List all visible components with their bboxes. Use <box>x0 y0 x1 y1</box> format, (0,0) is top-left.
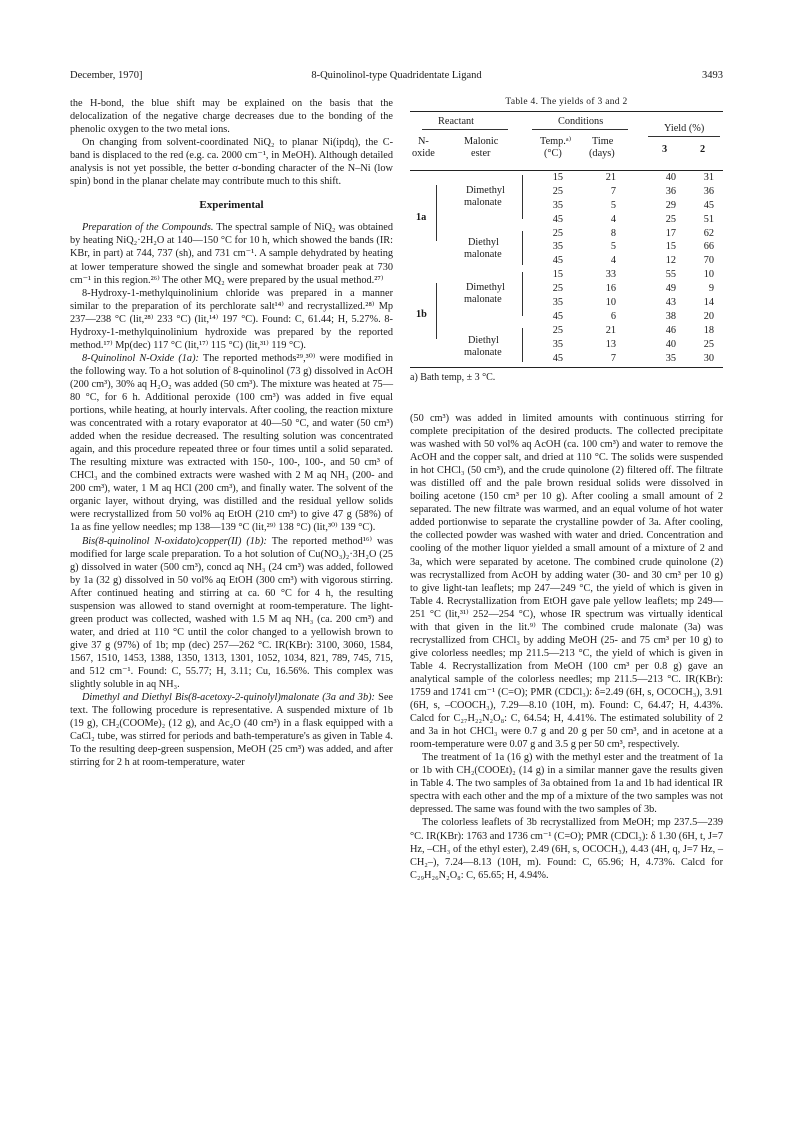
experimental-paragraph <box>70 352 393 535</box>
table-cell: 25 <box>552 227 563 239</box>
header-reactant: Reactant <box>438 116 475 127</box>
table-cell: 36 <box>665 185 676 197</box>
table-row <box>410 227 723 241</box>
left-column <box>70 97 393 769</box>
header-temp-line2: (°C) <box>544 148 562 159</box>
table-row <box>410 282 723 296</box>
table-cell: 35 <box>552 297 563 309</box>
table-row <box>410 324 723 338</box>
table-cell: 36 <box>703 185 714 197</box>
table-rows <box>410 171 723 365</box>
table-cell: 6 <box>610 310 616 322</box>
page-number: 3493 <box>702 70 723 81</box>
table-cell: 45 <box>552 310 563 322</box>
header-n-oxide-line1: N- <box>418 136 429 147</box>
table-cell: 10 <box>703 269 714 281</box>
experimental-paragraph <box>70 691 393 769</box>
table-cell: 45 <box>552 352 563 364</box>
table-cell: 30 <box>703 352 714 364</box>
table-cell: 21 <box>605 172 616 183</box>
stub-dimethyl: Dimethyl <box>466 282 505 293</box>
experimental-paragraph <box>70 221 393 286</box>
table-cell: 35 <box>665 352 676 364</box>
table-cell: 14 <box>703 297 714 309</box>
table-cell: 4 <box>610 255 616 267</box>
table-row <box>410 296 723 310</box>
table-cell: 62 <box>703 227 714 239</box>
table-cell: 15 <box>665 241 676 253</box>
table-cell: 35 <box>552 241 563 253</box>
table-cell: 21 <box>605 324 616 336</box>
table-cell: 35 <box>552 338 563 350</box>
intro-paragraph-1: the H-bond, the blue shift may be explained on the basis that the delocalization of the negative charge decreases due to the bonding of the phenolic oxygen to the two metal ions. <box>70 98 393 136</box>
table-cell: 7 <box>610 352 616 364</box>
running-header <box>70 70 723 84</box>
table-cell: 25 <box>552 185 563 197</box>
table-cell: 31 <box>703 172 714 183</box>
stub-malonate: malonate <box>464 197 502 208</box>
header-yield-2: 2 <box>700 144 706 155</box>
header-malonic-line2: ester <box>471 148 491 159</box>
paragraph-body: The reported method¹⁶⁾ was modified for large scale preparation. To a hot solution of Cu(NO₃)₂·3H₂O (25 g) dissolved in water (500 cm³), concd aq NH₃ (24 cm³) was added, followed by 1a (32 g) dissolved in 50 vol% aq EtOH (300 cm³) with vigorous stirring. After continued heating and stirring at ca. 60 °C for 4 h, the resulting suspension was allowed to stand overnight at room-temperature. The light-green product was collected, washed with 1.5 M aq NH₃ (ca. 200 cm³) and water, and dried at 110 °C until the color changed to a yellowish brown to give 37 g (97%) of 1b; mp (dec) 257—262 °C. IR(KBr): 3100, 3060, 1584, 1567, 1510, 1453, 1388, 1350, 1313, 1301, 1052, 1034, 821, 789, 745, 715, and 512 cm⁻¹. Found: C, 55.77; H, 3.11; Cu, 16.56%. This complex was slightly soluble in aq NH₃. <box>70 535 393 691</box>
table-row <box>410 199 723 213</box>
table-cell: 51 <box>703 213 714 225</box>
table-cell: 25 <box>552 283 563 295</box>
stub-dimethyl: Dimethyl <box>466 185 505 196</box>
stub-diethyl: Diethyl <box>468 237 499 248</box>
table-cell: 12 <box>665 255 676 267</box>
table-cell: 15 <box>552 269 563 281</box>
header-time-line2: (days) <box>589 148 615 159</box>
conditions-span-rule <box>532 129 628 130</box>
paragraph-run-in-title: 8-Quinolinol N-Oxide (1a): <box>82 352 199 364</box>
table-cell: 13 <box>605 338 616 350</box>
table-cell: 8 <box>610 227 616 239</box>
table-cell: 35 <box>552 199 563 211</box>
header-n-oxide-line2: oxide <box>412 148 435 159</box>
stub-malonate: malonate <box>464 249 502 260</box>
body-paragraph: (50 cm³) was added in limited amounts with continuous stirring for complete precipitation of the desired products. The collected precipitate was washed with 50 vol% aq AcOH (ca. 100 cm³) and water to remove the AcOH and the copper salt, and dried at 110 °C. The solids were suspended in hot CHCl₃ (50 cm³), and the crude quinolone (2) filtered off. The filtrate was distilled off and the pale brown residual solids were dissolved in boiling acetone (150 cm³ per 10 g). After cooling a small amount of 2 separated. The new filtrate was warmed, and an equal volume of hot water added portionwise to separate the crystalline powder of 3a. After cooling, the collected powder was washed with water and dried. Concentration and cooling of the mother liquor yielded a small amount of a mixture of 2 and 3a, which were separated by acetone. The combined crude quinolone (2) was recrystallized from AcOH by adding water (30- and 30 cm³ per 10 g) to give light-tan leaflets; mp 247—249 °C, the yield of which is given in Table 4. Recrystallization from EtOH gave pale yellow leaflets; mp 249—251 °C (lit,³¹⁾ 252—254 °C), whose IR spectrum was virtually identical with that given in the lit.⁹⁾ The combined crude malonate (3a) was recrystallized from CHCl₃ by adding MeOH (25- and 75 cm³ per 10 g) to give colorless needles; mp 211.5—213 °C, the yield of which is given in Table 4. Recrystallization from MeOH (100 cm³ per 0.8 g) gave an analytical sample of the colorless needles; mp 211.5—213 °C. IR(KBr): 1759 and 1741 cm⁻¹ (C=O); PMR (CDCl₃): δ=2.49 (6H, s, OCOCH₃), 3.91 (6H, s, –COOCH₃), 7.29—8.10 (10H, m). Found: C, 64.47; H, 4.43%. Calcd for C₂₇H₂₂N₂O₈: C, 64.54; H, 4.41%. The estimated solubility of 2 and 3a in hot CHCl₃ were 0.7 g and 20 g per 50 cm³, and in acetone at a room-temperature were 0.07 g and 3.5 g per 50 cm³, respectively. <box>410 413 723 751</box>
paragraph-run-in-title: Bis(8-quinolinol N-oxidato)copper(II) (1b): <box>82 535 267 547</box>
table-cell: 66 <box>703 241 714 253</box>
table-row <box>410 338 723 352</box>
table-bottom-rule <box>410 367 723 368</box>
table-row <box>410 213 723 227</box>
table-cell: 9 <box>708 283 714 295</box>
stub-oxide-1b: 1b <box>416 309 427 320</box>
right-column <box>410 412 723 882</box>
table-cell: 5 <box>610 199 616 211</box>
stub-diethyl: Diethyl <box>468 335 499 346</box>
header-conditions: Conditions <box>558 116 604 127</box>
body-paragraph: The colorless leaflets of 3b recrystallized from MeOH; mp 237.5—239 °C. IR(KBr): 1763 and 1736 cm⁻¹ (C=O); PMR (CDCl₃): δ 1.30 (6H, t, J=7 Hz, –CH₃ of the ethyl ester), 2.49 (6H, s, OCOCH₃), 4.43 (4H, q, J=7 Hz, –CH₂–), 7.24—8.13 (10H, m). Found: C, 65.96; H, 4.73%. Calcd for C₂₉H₂₆N₂O₈: C, 65.65; H, 4.94%. <box>410 817 723 881</box>
table-cell: 10 <box>605 297 616 309</box>
header-date: December, 1970] <box>70 70 143 81</box>
table-cell: 5 <box>610 241 616 253</box>
paragraph-body: 8-Hydroxy-1-methylquinolinium chloride was prepared in a manner similar to the preparation of its perchlorate salt¹⁴⁾ and recrystallized.²⁸⁾ Mp 237—238 °C (lit,²⁸⁾ 233 °C) (lit,¹⁴⁾ 197 °C). Found: C, 61.44; H, 5.27%. 8-Hydroxy-1-methylquinolinium hydroxide was prepared by the reported method.¹⁷⁾ Mp(dec) 117 °C (lit,¹⁷⁾ 115 °C) (lit,³¹⁾ 119 °C). <box>70 287 393 351</box>
experimental-paragraph <box>70 287 393 352</box>
table-cell: 49 <box>665 283 676 295</box>
table-cell: 43 <box>665 297 676 309</box>
header-temp-line1: Temp.ᵃ⁾ <box>540 136 572 147</box>
table-cell: 38 <box>665 310 676 322</box>
table-header <box>410 112 723 170</box>
table-row <box>410 352 723 366</box>
table-cell: 20 <box>703 310 714 322</box>
table-cell: 7 <box>610 185 616 197</box>
table-cell: 25 <box>552 324 563 336</box>
paragraph-body: The reported methods²⁹,³⁰⁾ were modified in the following way. To a hot solution of 8-quinolinol (73 g) dissolved in AcOH (200 cm³), 30% aq H₂O₂ was added (50 cm³). The mixture was heated at 75—80 °C, for 6 h. Additional peroxide (100 cm³) was added in five equal portions, while heating, at hourly intervals. After cooling, the reaction mixture was concentrated with a rotary evaporator at 40—50 °C, and water (50 cm³) added when the residue decreased. The resulting solution was concentrated again, and this procedure repeated three or four times until a solid separated. The resulting mixture was extracted with 150-, 100-, 100-, and 50 cm³ of CHCl₃ and the combined extracts were washed with 2 M aq NH₃ (200- and 200 cm³), water, 1 M aq HCl (200 cm³), and finally water. The solvent of the organic layer, without drying, was distilled and the residual yellow solids were recrystallized from 50 vol% aq EtOH (210 cm³) to give 47 g (58%) of 1a as fine yellow needles; mp 138—139 °C (lit,²⁹⁾ 138 °C) (lit,³⁰⁾ 139 °C). <box>70 352 393 534</box>
header-yield-3: 3 <box>662 144 668 155</box>
paragraph-run-in-title: Preparation of the Compounds. <box>82 222 214 234</box>
table-cell: 45 <box>552 213 563 225</box>
table-cell: 33 <box>605 269 616 281</box>
table-row <box>410 185 723 199</box>
table-cell: 70 <box>703 255 714 267</box>
table-row <box>410 268 723 282</box>
section-title-experimental: Experimental <box>199 199 264 212</box>
table-footnote: a) Bath temp, ± 3 °C. <box>410 372 496 384</box>
header-yield: Yield (%) <box>664 123 705 134</box>
table-cell: 25 <box>665 213 676 225</box>
stub-malonate: malonate <box>464 294 502 305</box>
reactant-span-rule <box>422 129 508 130</box>
header-title: 8-Quinolinol-type Quadridentate Ligand <box>311 70 482 81</box>
table-cell: 25 <box>703 338 714 350</box>
table-body <box>410 171 723 365</box>
table-cell: 16 <box>605 283 616 295</box>
table-row <box>410 240 723 254</box>
table-cell: 40 <box>665 172 676 183</box>
stub-malonate: malonate <box>464 347 502 358</box>
intro-paragraph-2: On changing from solvent-coordinated NiQ₂ to planar Ni(ipdq), the C-band is displaced to the red (e.g. ca. 2000 cm⁻¹, in MeOH). Although detailed analysis is not yet possible, the better σ-bonding character of the N–Ni (low spin) bond in the planar chelate may contribute much to this shift. <box>70 137 393 188</box>
table-cell: 4 <box>610 213 616 225</box>
table-cell: 15 <box>552 172 563 183</box>
table-cell: 55 <box>665 269 676 281</box>
stub-oxide-1a: 1a <box>416 212 427 223</box>
table-cell: 40 <box>665 338 676 350</box>
table-cell: 17 <box>665 227 676 239</box>
table-row <box>410 171 723 185</box>
experimental-paragraph <box>70 535 393 692</box>
table-cell: 45 <box>703 199 714 211</box>
table-cell: 46 <box>665 324 676 336</box>
table-cell: 45 <box>552 255 563 267</box>
table-cell: 29 <box>665 199 676 211</box>
yield-table <box>410 97 723 383</box>
table-cell: 18 <box>703 324 714 336</box>
header-malonic-line1: Malonic <box>464 136 499 147</box>
paragraph-body: The spectral sample of NiQ₂ was obtained by heating NiQ₂·2H₂O at 140—150 °C for 10 h, which showed the bands (IR: KBr, in part) at 744, 737 (sh), and 731 cm⁻¹. A sample dehydrated by heating at lower temperature showed the single and somewhat broader peak at 730 cm⁻¹ in this region.²⁶⁾ The other MQ₂ were prepared by the usual method.²⁷⁾ <box>70 222 393 286</box>
header-time-line1: Time <box>592 136 614 147</box>
paragraph-body: See text. The following procedure is representative. A suspended mixture of 1b (19 g), CH₂(COOMe)₂ (12 g), and Ac₂O (40 cm³) in a flask equipped with a CaCl₂ tube, was stirred for periods and bath-temperature's as given in Table 4. To the resulting deep-green suspension, MeOH (25 cm³) was added, and after stirring for 2 h at room-temperature, water <box>70 692 393 769</box>
paragraph-run-in-title: Dimethyl and Diethyl Bis(8-acetoxy-2-quinolyl)malonate (3a and 3b): <box>82 692 375 704</box>
table-row <box>410 254 723 268</box>
table-caption: Table 4. The yields of 3 and 2 <box>505 97 628 107</box>
table-row <box>410 310 723 324</box>
body-paragraph: The treatment of 1a (16 g) with the methyl ester and the treatment of 1a or 1b with CH₂(COOEt)₂ (14 g) in a similar manner gave the results given in Table 4. The two samples of 3a obtained from 1a and 1b had identical IR spectra with each other and the mp of a mixture of the two samples was not depressed. The same was found with the two samples of 3b. <box>410 752 723 816</box>
yield-span-rule <box>648 136 720 137</box>
